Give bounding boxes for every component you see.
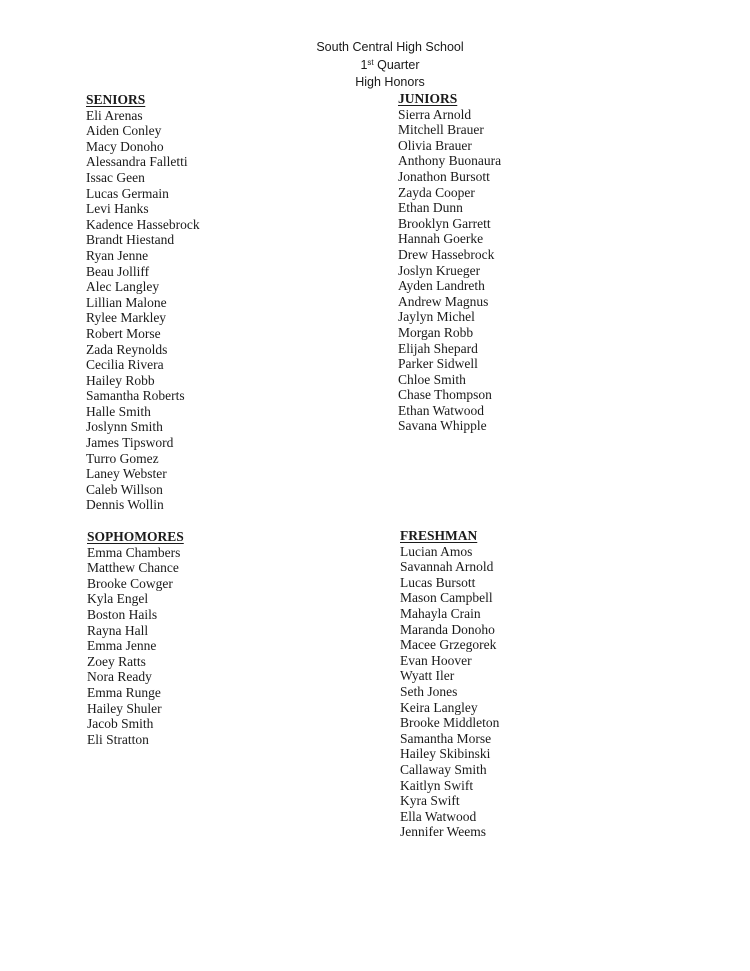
student-name: Aiden Conley <box>86 123 162 139</box>
student-name: Emma Jenne <box>87 638 157 654</box>
student-name: Laney Webster <box>86 466 167 482</box>
student-name: Emma Runge <box>87 684 161 700</box>
student-name: Ethan Dunn <box>398 200 463 216</box>
student-name: Hannah Goerke <box>398 231 484 247</box>
student-name: Kadence Hassebrock <box>86 216 200 232</box>
section-title: JUNIORS <box>398 91 458 106</box>
student-name: Ayden Landreth <box>398 278 485 294</box>
student-name: Keira Langley <box>400 699 478 715</box>
student-name: Nora Ready <box>87 669 152 685</box>
student-name: Rylee Markley <box>86 310 167 326</box>
student-name: Hailey Robb <box>86 372 155 388</box>
student-name: Mahayla Crain <box>400 605 481 621</box>
student-name: Ella Watwood <box>400 808 477 824</box>
student-name: Zayda Cooper <box>398 184 475 200</box>
name-list <box>400 544 499 840</box>
student-name: Sierra Arnold <box>398 106 472 122</box>
quarter-ordinal: st <box>367 57 374 67</box>
name-list <box>86 108 200 513</box>
student-name: Mason Campbell <box>400 590 493 606</box>
student-name: Jennifer Weems <box>400 824 487 840</box>
section-title: SOPHOMORES <box>87 529 184 544</box>
student-name: Evan Hoover <box>400 652 472 668</box>
student-name: Jacob Smith <box>87 716 154 732</box>
student-name: Zada Reynolds <box>86 341 168 357</box>
student-name: Andrew Magnus <box>398 293 489 309</box>
student-name: Lucian Amos <box>400 543 473 559</box>
seniors-section <box>86 92 200 513</box>
student-name: Boston Hails <box>87 606 158 622</box>
honor-level: High Honors <box>355 75 425 89</box>
student-name: Jonathon Bursott <box>398 168 490 184</box>
student-name: Morgan Robb <box>398 324 474 340</box>
student-name: Savannah Arnold <box>400 559 494 575</box>
student-name: Jaylyn Michel <box>398 309 475 325</box>
section-title: SENIORS <box>86 92 146 107</box>
student-name: Robert Morse <box>86 325 161 341</box>
quarter-label <box>30 57 750 75</box>
student-name: Caleb Willson <box>86 481 163 497</box>
student-name: Lucas Bursott <box>400 574 476 590</box>
student-name: Elijah Shepard <box>398 340 478 356</box>
quarter-word: Quarter <box>373 57 420 72</box>
student-name: Hailey Shuler <box>87 700 162 716</box>
quarter-number: 1 <box>360 57 368 72</box>
student-name: Brooklyn Garrett <box>398 215 491 231</box>
juniors-section <box>398 91 501 434</box>
document-header <box>0 39 750 92</box>
student-name: Ryan Jenne <box>86 247 149 263</box>
student-name: James Tipsword <box>86 435 174 451</box>
student-name: Wyatt Iler <box>400 668 455 684</box>
student-name: Joslynn Smith <box>86 419 163 435</box>
student-name: Hailey Skibinski <box>400 746 491 762</box>
student-name: Halle Smith <box>86 403 151 419</box>
student-name: Olivia Brauer <box>398 137 472 153</box>
student-name: Eli Stratton <box>87 731 149 747</box>
student-name: Kaitlyn Swift <box>400 777 474 793</box>
student-name: Kyla Engel <box>87 591 149 607</box>
sophomores-section <box>87 529 184 747</box>
student-name: Parker Sidwell <box>398 356 478 372</box>
student-name: Seth Jones <box>400 683 458 699</box>
student-name: Lucas Germain <box>86 185 169 201</box>
school-name: South Central High School <box>316 40 464 54</box>
student-name: Zoey Ratts <box>87 653 146 669</box>
student-name: Lillian Malone <box>86 294 167 310</box>
student-name: Drew Hassebrock <box>398 246 495 262</box>
student-name: Alessandra Falletti <box>86 154 188 170</box>
student-name: Mitchell Brauer <box>398 122 484 138</box>
student-name: Samantha Morse <box>400 730 492 746</box>
student-name: Cecilia Rivera <box>86 357 164 373</box>
student-name: Chloe Smith <box>398 371 466 387</box>
student-name: Samantha Roberts <box>86 388 185 404</box>
student-name: Dennis Wollin <box>86 497 164 513</box>
student-name: Turro Gomez <box>86 450 159 466</box>
student-name: Emma Chambers <box>87 544 181 560</box>
student-name: Rayna Hall <box>87 622 149 638</box>
student-name: Callaway Smith <box>400 761 487 777</box>
name-list <box>87 545 184 748</box>
student-name: Issac Geen <box>86 169 145 185</box>
student-name: Chase Thompson <box>398 387 492 403</box>
student-name: Kyra Swift <box>400 793 460 809</box>
student-name: Macy Donoho <box>86 138 164 154</box>
student-name: Brandt Hiestand <box>86 232 175 248</box>
student-name: Joslyn Krueger <box>398 262 481 278</box>
student-name: Beau Jolliff <box>86 263 150 279</box>
student-name: Alec Langley <box>86 279 160 295</box>
student-name: Anthony Buonaura <box>398 153 502 169</box>
name-list <box>398 107 501 434</box>
student-name: Maranda Donoho <box>400 621 495 637</box>
freshman-section <box>400 528 499 840</box>
student-name: Macee Grzegorek <box>400 637 497 653</box>
student-name: Eli Arenas <box>86 107 143 123</box>
student-name: Ethan Watwood <box>398 402 485 418</box>
student-name: Levi Hanks <box>86 201 149 217</box>
student-name: Matthew Chance <box>87 560 179 576</box>
student-name: Brooke Cowger <box>87 575 173 591</box>
student-name: Brooke Middleton <box>400 715 500 731</box>
section-title: FRESHMAN <box>400 528 478 543</box>
student-name: Savana Whipple <box>398 418 487 434</box>
